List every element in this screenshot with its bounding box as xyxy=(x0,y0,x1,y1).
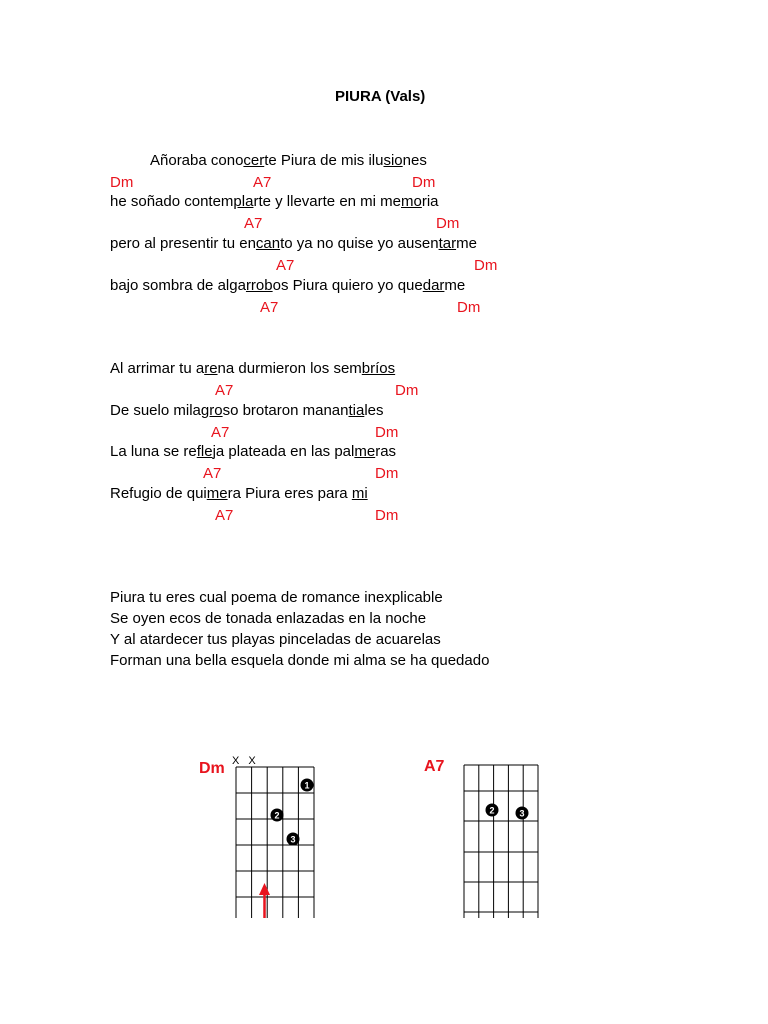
svg-text:2: 2 xyxy=(274,810,280,821)
chord-label: Dm xyxy=(412,174,436,191)
chord-label: Dm xyxy=(375,465,399,482)
chord-label: Dm xyxy=(395,382,419,399)
lyric-line: Forman una bella esquela donde mi alma se ha quedado xyxy=(110,652,490,669)
stressed-syllable: me xyxy=(206,485,228,502)
lyric-text: Añoraba cono xyxy=(150,152,244,169)
lyric-text: La luna se re xyxy=(110,443,197,460)
finger-dot xyxy=(271,809,284,822)
chord-label: Dm xyxy=(474,257,498,274)
finger-dot xyxy=(486,804,499,817)
lyric-text: me xyxy=(456,235,477,252)
strum-arrow-icon xyxy=(259,883,270,918)
chord-label: A7 xyxy=(253,174,272,191)
chord-label: A7 xyxy=(215,507,234,524)
dm-chart-label: Dm xyxy=(199,760,225,777)
lyric-text: me xyxy=(444,277,466,294)
dm-muted-strings: X X xyxy=(232,755,259,767)
lyric-text: Al arrimar tu a xyxy=(110,360,205,377)
lyric-text: Refugio de qui xyxy=(110,485,207,502)
lyric-text: rte y llevarte en mi me xyxy=(253,193,401,210)
stressed-syllable: fle xyxy=(196,443,213,460)
lyric-text: ras xyxy=(375,443,397,460)
lyric-line xyxy=(110,235,477,252)
chord-label: A7 xyxy=(260,299,279,316)
stressed-syllable: gro xyxy=(200,402,223,419)
lyric-line: Se oyen ecos de tonada enlazadas en la noche xyxy=(110,610,427,627)
lyric-line: Y al atardecer tus playas pinceladas de acuarelas xyxy=(110,631,441,648)
stressed-syllable: dar xyxy=(422,277,445,294)
chord-label: A7 xyxy=(244,215,263,232)
lyric-line xyxy=(110,193,439,210)
a7-chord-diagram xyxy=(458,760,548,920)
svg-text:3: 3 xyxy=(519,808,525,819)
lyric-text: les xyxy=(364,402,384,419)
stressed-syllable: re xyxy=(204,360,218,377)
lyric-text: nes xyxy=(402,152,427,169)
chord-label: A7 xyxy=(203,465,222,482)
svg-text:1: 1 xyxy=(304,780,310,791)
chord-label: Dm xyxy=(375,507,399,524)
lyric-line xyxy=(110,485,368,502)
chord-label: Dm xyxy=(375,424,399,441)
finger-dot xyxy=(301,779,314,792)
a7-chart-label: A7 xyxy=(424,758,445,775)
lyric-text: ja plateada en las pal xyxy=(212,443,355,460)
dm-chord-diagram xyxy=(228,750,328,922)
lyric-text: bajo sombra de alga xyxy=(110,277,246,294)
lyric-text: so brotaron manan xyxy=(222,402,349,419)
svg-text:3: 3 xyxy=(290,834,296,845)
stressed-syllable: me xyxy=(354,443,376,460)
chord-label: A7 xyxy=(215,382,234,399)
chord-label: A7 xyxy=(211,424,230,441)
stressed-syllable: cer xyxy=(243,152,265,169)
stressed-syllable: mi xyxy=(351,485,368,502)
lyric-line xyxy=(110,360,395,377)
stressed-syllable: sio xyxy=(383,152,403,169)
finger-dot xyxy=(516,807,529,820)
lyric-line xyxy=(110,402,384,419)
stressed-syllable: pla xyxy=(233,193,254,210)
chord-label: A7 xyxy=(276,257,295,274)
svg-text:2: 2 xyxy=(489,805,495,816)
lyric-text: to ya no quise yo ausen xyxy=(280,235,439,252)
stressed-syllable: can xyxy=(255,235,281,252)
finger-dot xyxy=(287,833,300,846)
lyric-line xyxy=(110,277,465,294)
lyric-line: Piura tu eres cual poema de romance inexplicable xyxy=(110,589,443,606)
lyric-line xyxy=(150,152,427,169)
lyric-text: pero al presentir tu en xyxy=(110,235,256,252)
stressed-syllable: rrob xyxy=(245,277,273,294)
lyric-text: os Piura quiero yo que xyxy=(272,277,423,294)
lyric-text: De suelo mila xyxy=(110,402,201,419)
chord-label: Dm xyxy=(457,299,481,316)
lyric-text: he soñado contem xyxy=(110,193,234,210)
chord-label: Dm xyxy=(110,174,134,191)
lyric-line xyxy=(110,443,396,460)
stressed-syllable: tia xyxy=(348,402,365,419)
chord-label: Dm xyxy=(436,215,460,232)
lyric-text: na durmieron los sem xyxy=(217,360,362,377)
stressed-syllable: bríos xyxy=(361,360,396,377)
lyric-text: ra Piura eres para xyxy=(227,485,352,502)
lyric-text: ria xyxy=(421,193,439,210)
stressed-syllable: mo xyxy=(401,193,422,210)
lyric-text: te Piura de mis ilu xyxy=(264,152,384,169)
stressed-syllable: tar xyxy=(438,235,457,252)
song-title: PIURA (Vals) xyxy=(335,88,426,105)
